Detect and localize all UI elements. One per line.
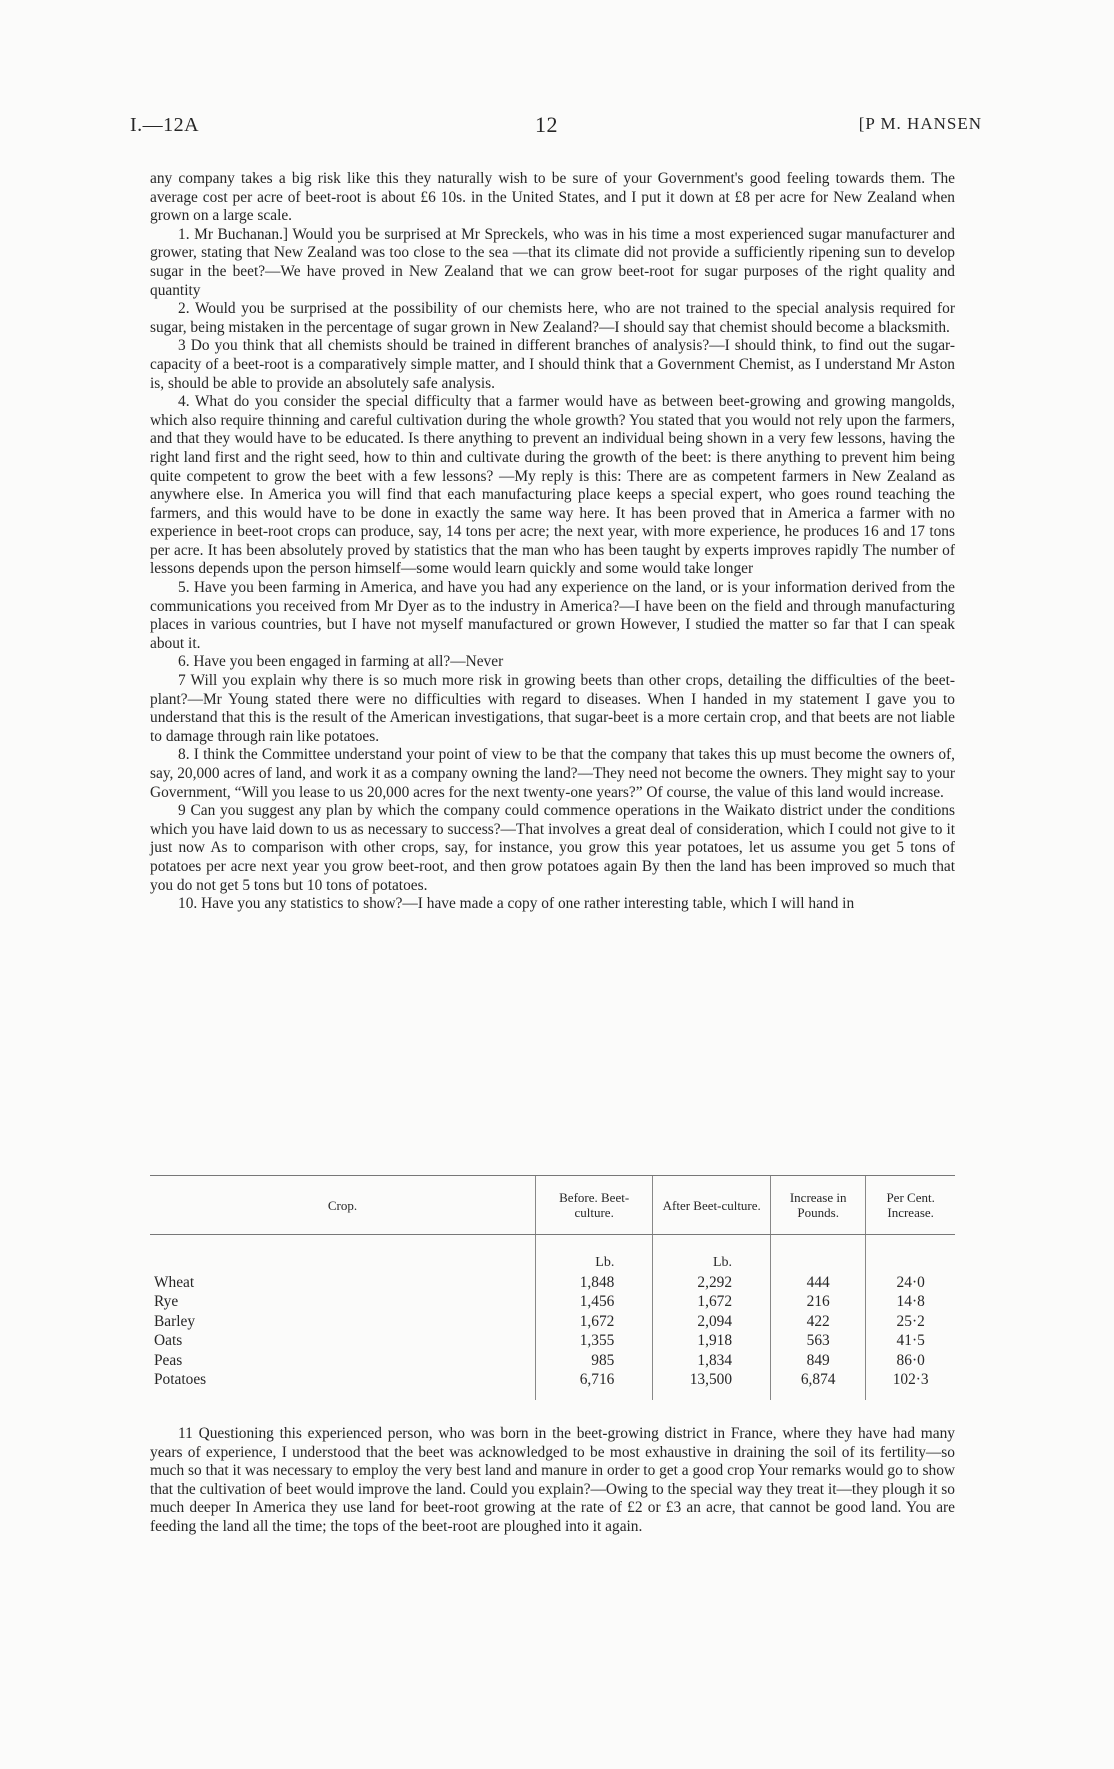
paragraph: 6. Have you been engaged in farming at all?—Never [178,653,504,671]
cell-crop: Barley [154,1312,196,1330]
body-text [150,170,955,914]
paragraph: 8. I think the Committee understand your point of view to be that the company that takes this up must become the owners of, say, 20,000 acres of land, and work it as a company owning the land?—They need not become the owners. They might say to your Government, “Will you lease to us 20,000 acres for the next twenty-one years?” Of course, the value of this land would increase. [150,746,955,801]
table-row [150,1312,955,1332]
table-row [150,1370,955,1400]
cell-increase: 216 [771,1292,866,1312]
header-percent: Per Cent. Increase. [866,1176,955,1235]
cell-before: 1,672 [535,1312,652,1332]
paragraph: 2. Would you be surprised at the possibility of our chemists here, who are not trained to the special analysis required for sugar, being mistaken in the percentage of sugar grown in New Zealand?—I should say that chemist should become a blacksmith. [150,300,955,336]
unit-before: Lb. [535,1253,652,1273]
cell-before: 1,848 [535,1273,652,1293]
cell-percent: 24·0 [866,1273,955,1293]
paragraph: 10. Have you any statistics to show?—I have made a copy of one rather interesting table, which I will hand in [178,895,855,913]
unit-after: Lb. [653,1253,771,1273]
cell-after: 13,500 [653,1370,771,1400]
table-row [150,1331,955,1351]
paragraph: 9 Can you suggest any plan by which the company could commence operations in the Waikato district under the conditions which you have laid down to us as necessary to success?—That involves a great deal of consideration, which I could not give to it just now As to comparison with other crops, say, for instance, you grow this year potatoes, let us assume you get 5 tons of potatoes per acre next year you grow beet-root, and then grow potatoes again By then the land has been improved so much that you do not get 5 tons but 10 tons of potatoes. [150,802,955,894]
cell-crop: Wheat [154,1273,195,1291]
cell-after: 1,672 [653,1292,771,1312]
paragraph: 1. Mr Buchanan.] Would you be surprised at Mr Spreckels, who was in his time a most experienced sugar manufacturer and grower, stating that New Zealand was too close to the sea —that its climate did not provide a sufficiently ripening sun to develop sugar in the beet?—We have proved in New Zealand that we can grow beet-root for sugar purposes of the right quality and quantity [150,225,955,299]
cell-crop: Oats [154,1332,183,1349]
cell-percent: 86·0 [866,1351,955,1371]
unit-row [150,1253,955,1273]
header-increase: Increase in Pounds. [771,1176,866,1235]
cell-increase: 563 [771,1331,866,1351]
document-reference: I.—12A [130,114,200,136]
cell-percent: 14·8 [866,1292,955,1312]
header-before: Before. Beet-culture. [535,1176,652,1235]
paragraph: 7 Will you explain why there is so much more risk in growing beets than other crops, detailing the difficulties of the beet-plant?—Mr Young stated there were no difficulties with regard to diseases. When I handed in my statement I gave you to understand that this is the result of the American investigations, that sugar-beet is a more certain crop, and that beets are not liable to damage through rain like potatoes. [150,672,955,745]
header-after: After Beet-culture. [653,1176,771,1235]
header-crop: Crop. [150,1176,535,1235]
cell-after: 1,918 [653,1331,771,1351]
cell-percent: 41·5 [866,1331,955,1351]
table-row [150,1351,955,1371]
cell-after: 2,292 [653,1273,771,1293]
paragraph: 11 Questioning this experienced person, who was born in the beet-growing district in France, where they have had many years of experience, I understood that the beet was acknowledged to be most exhaustive in draining the soil of its fertility—so much so that it was necessary to employ the very best land and manure in order to get a good crop Your remarks would go to show that the cultivation of beet would improve the land. Could you explain?—Owing to the special way they treat it—they plough it so much deeper In America they use land for beet-root growing at the rate of £2 or £3 an acre, that cannot be good land. You are feeding the land all the time; the tops of the beet-root are ploughed into it again. [150,1425,955,1535]
paragraph: 4. What do you consider the special difficulty that a farmer would have as between beet-growing and growing mangolds, which also require thinning and careful cultivation during the whole growth? You stated that you would not rely upon the farmers, and that they would have to be educated. Is there anything to prevent an individual being shown in a very few lessons, having the right land first and the right seed, how to thin and cultivate during the growth of the beet: is there anything to prevent him being quite competent to grow the beet with a few lessons? —My reply is this: There are as competent farmers in New Zealand as anywhere else. In America you will find that each manufacturing place keeps a special expert, who goes round teaching the farmers, and this would have to be done in exactly the same way here. It has been proved that in America a farmer with no experience in beet-root crops can produce, say, 14 tons per acre; the next year, with more experience, he produces 16 and 17 tons per acre. It has been absolutely proved by statistics that the man who has been taught by experts improves rapidly The number of lessons depends upon the person himself—some would learn quickly and some would take longer [150,393,955,578]
table-header-row [150,1176,955,1235]
cell-increase: 6,874 [771,1370,866,1400]
cell-increase: 444 [771,1273,866,1293]
table-row [150,1292,955,1312]
paragraph: any company takes a big risk like this they naturally wish to be sure of your Government's good feeling towards them. The average cost per acre of beet-root is about £6 10s. in the United States, and I put it down at £8 per acre for New Zealand when grown on a large scale. [150,170,955,225]
closing-text [150,1425,955,1537]
crop-yield-table [150,1175,955,1400]
cell-after: 1,834 [653,1351,771,1371]
cell-before: 1,456 [535,1292,652,1312]
table-row [150,1273,955,1293]
cell-increase: 422 [771,1312,866,1332]
paragraph: 3 Do you think that all chemists should be trained in different branches of analysis?—I should think, to find out the sugar-capacity of a beet-root is a comparatively simple matter, and I should think that a Government Chemist, as I understand Mr Aston is, should be able to provide an absolutely safe analysis. [150,337,955,392]
page-header [130,112,982,142]
cell-before: 1,355 [535,1331,652,1351]
page-number: 12 [535,112,558,137]
cell-crop: Rye [154,1293,179,1310]
paragraph: 5. Have you been farming in America, and have you had any experience on the land, or is your information derived from the communications you received from Mr Dyer as to the industry in America?—I have been on the field and through manufacturing places in various countries, but I have not myself manufactured or grown However, I studied the matter so far that I can speak about it. [150,579,955,652]
cell-before: 985 [535,1351,652,1371]
cell-crop: Potatoes [154,1371,207,1388]
cell-percent: 25·2 [866,1312,955,1332]
cell-before: 6,716 [535,1370,652,1400]
witness-name: [P M. HANSEN [858,114,982,133]
cell-percent: 102·3 [866,1370,955,1400]
cell-increase: 849 [771,1351,866,1371]
cell-after: 2,094 [653,1312,771,1332]
cell-crop: Peas [154,1351,183,1369]
